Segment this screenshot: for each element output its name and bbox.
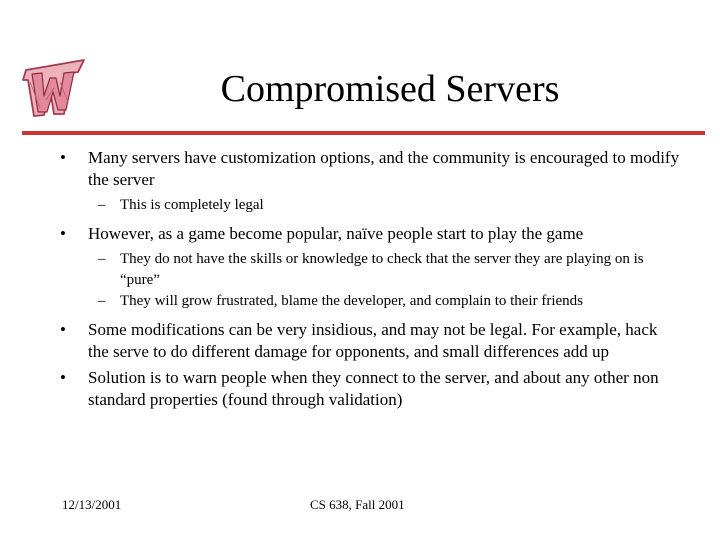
slide-body bbox=[0, 147, 720, 411]
bullet-marker: • bbox=[60, 224, 66, 243]
sub-bullet-marker: – bbox=[98, 293, 106, 309]
bullet-marker: • bbox=[60, 320, 66, 339]
footer-date: 12/13/2001 bbox=[62, 497, 122, 512]
sub-bullet-item bbox=[98, 249, 660, 291]
footer-course: CS 638, Fall 2001 bbox=[310, 497, 405, 512]
bullet-text: Solution is to warn people when they connect to the server, and about any other non standard properties (found through validation) bbox=[88, 368, 659, 409]
wisconsin-w-logo-icon bbox=[20, 52, 92, 124]
bullet-item bbox=[60, 147, 680, 191]
sub-bullet-item bbox=[98, 195, 660, 216]
sub-bullet-text: This is completely legal bbox=[120, 197, 264, 213]
sub-bullet-marker: – bbox=[98, 251, 106, 267]
bullet-item bbox=[60, 319, 680, 363]
bullet-item bbox=[60, 367, 680, 411]
sub-bullet-text: They will grow frustrated, blame the developer, and complain to their friends bbox=[120, 293, 584, 309]
bullet-marker: • bbox=[60, 368, 66, 387]
bullet-text: Many servers have customization options, and the community is encouraged to modify the server bbox=[88, 148, 680, 189]
bullet-marker: • bbox=[60, 148, 66, 167]
bullet-text: However, as a game become popular, naïve people start to play the game bbox=[88, 224, 584, 243]
sub-bullet-text: They do not have the skills or knowledge to check that the server they are playing on is “pure” bbox=[120, 251, 644, 288]
sub-bullet-marker: – bbox=[98, 197, 106, 213]
bullet-text: Some modifications can be very insidious, and may not be legal. For example, hack the serve to do different damage for opponents, and small differences add up bbox=[88, 320, 658, 361]
bullet-item bbox=[60, 223, 680, 245]
title-underline bbox=[22, 131, 705, 135]
sub-bullet-item bbox=[98, 291, 660, 312]
slide-title: Compromised Servers bbox=[220, 68, 560, 110]
